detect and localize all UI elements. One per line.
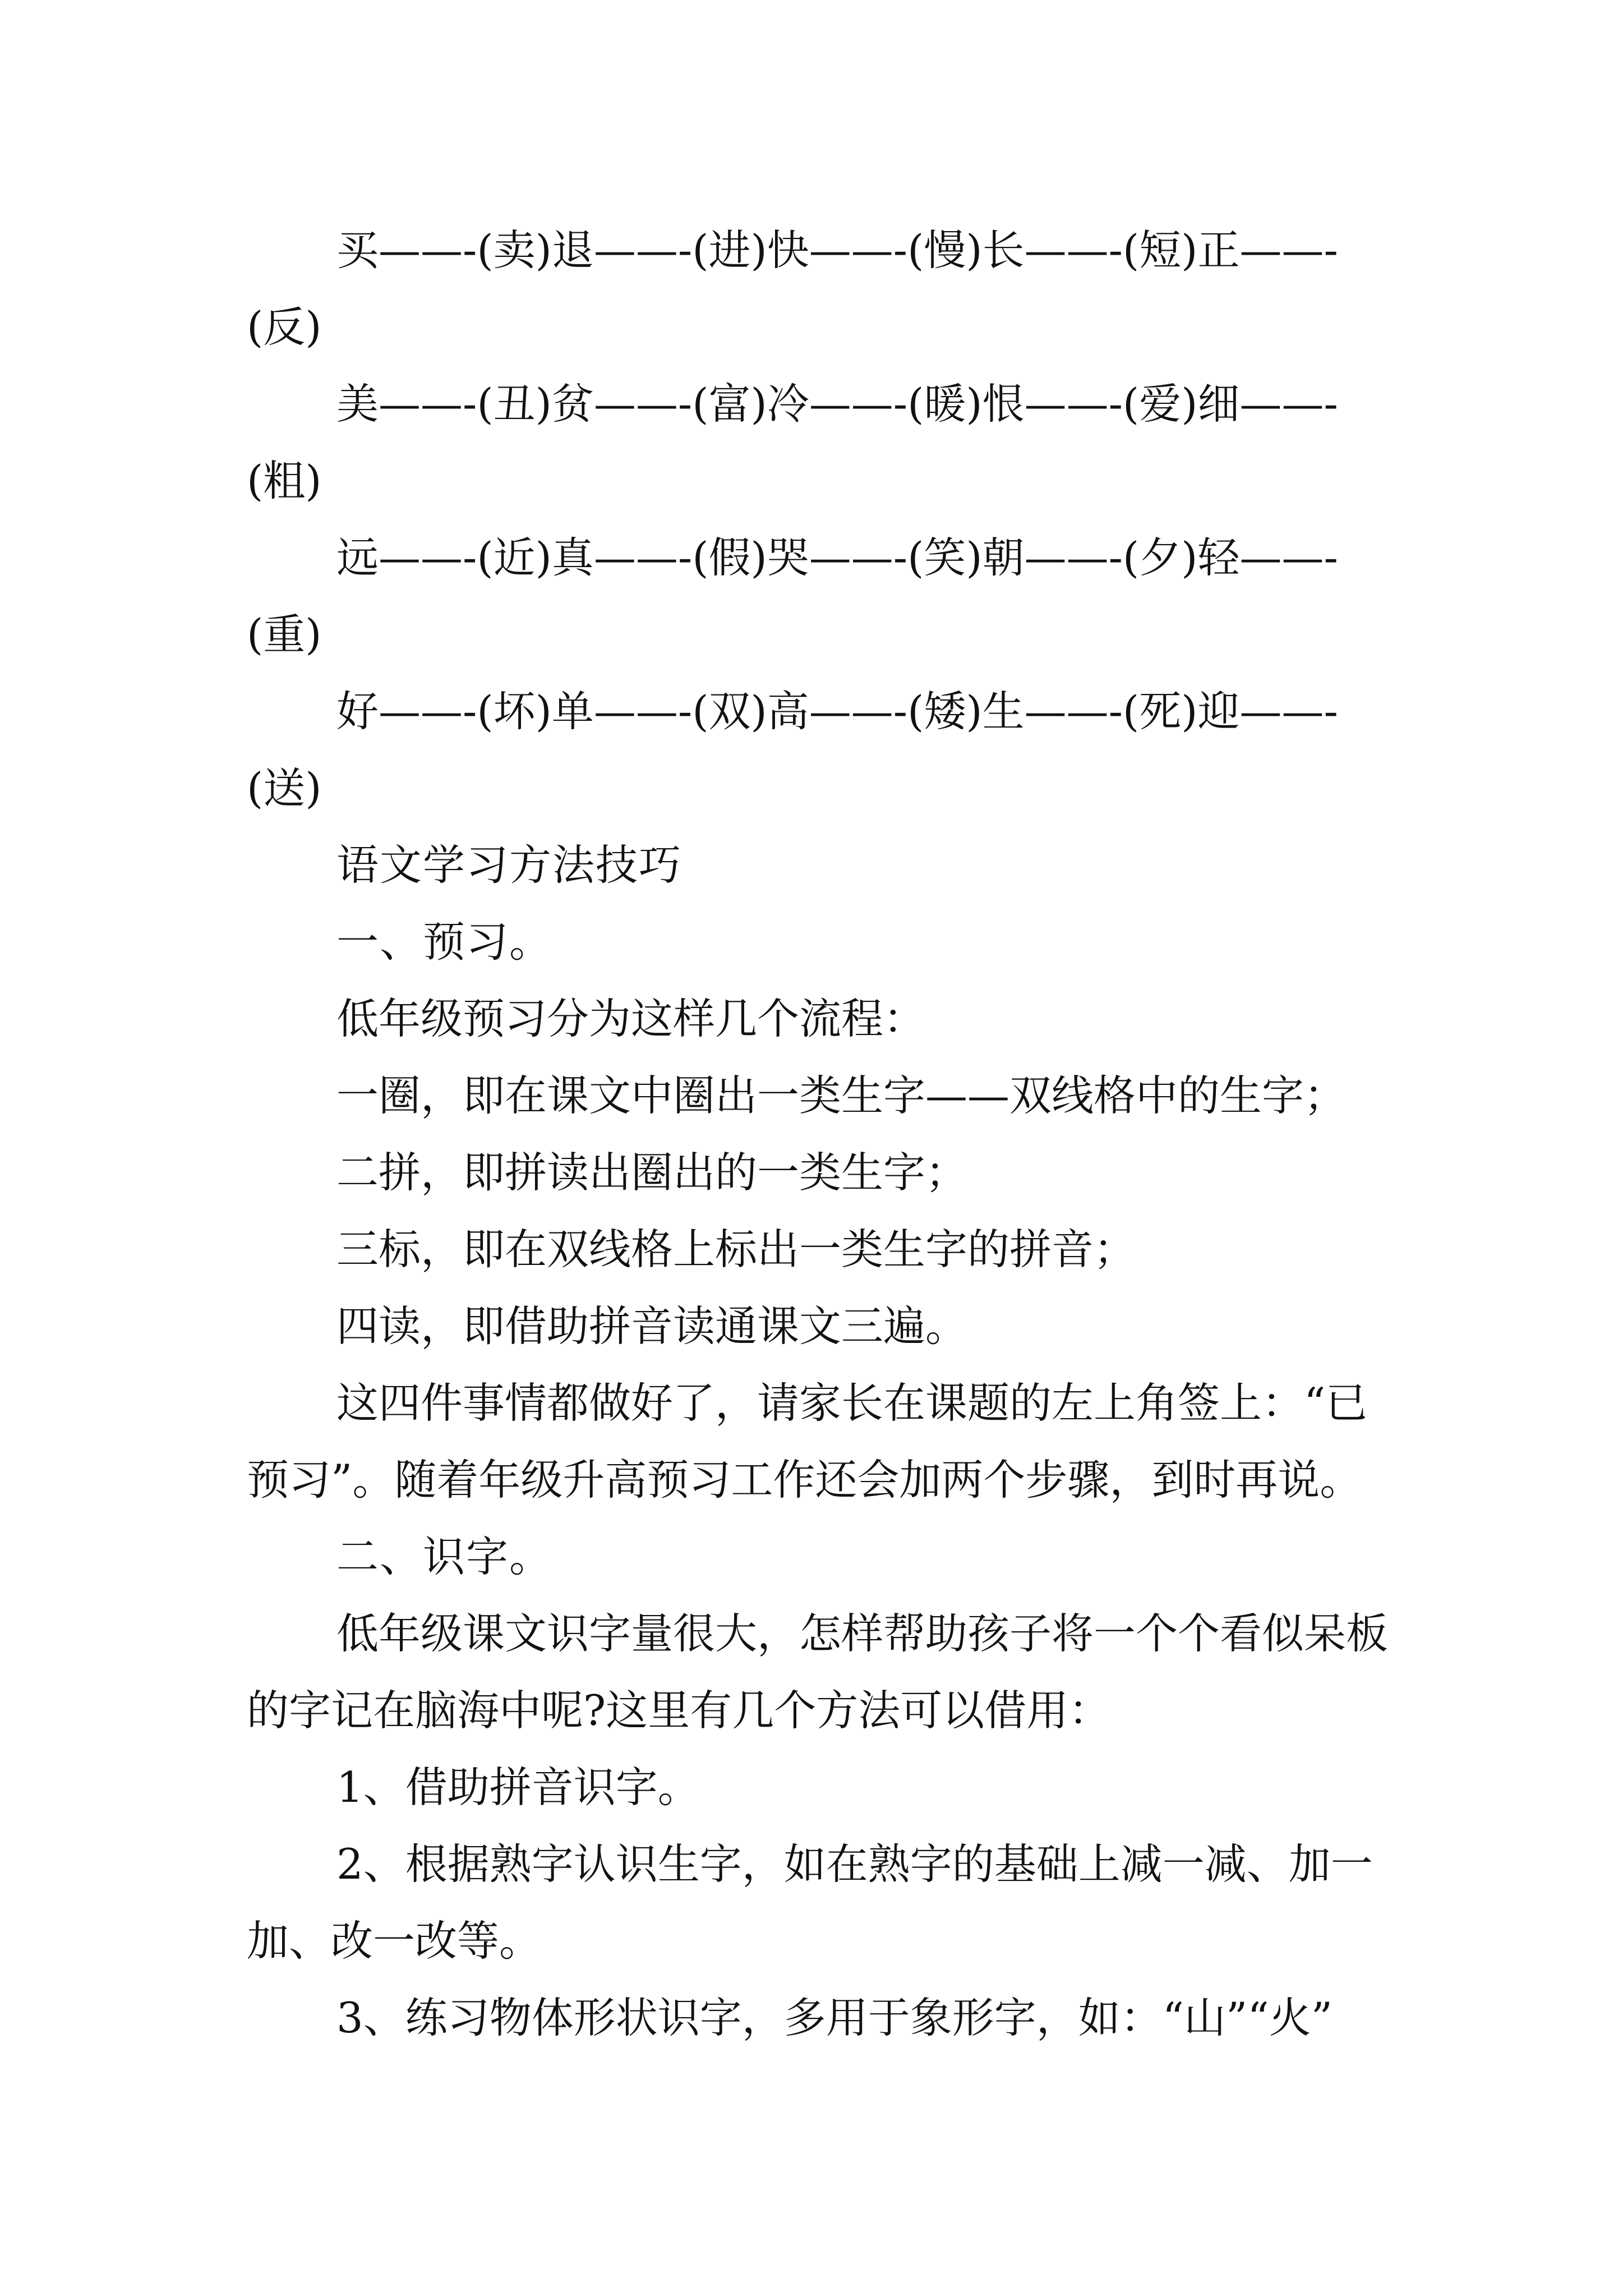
antonym-line: 远——-(近)真——-(假)哭——-(笑)朝——-(夕)轻——-(重) bbox=[247, 533, 1338, 659]
literacy-method: 2、根据熟字认识生字，如在熟字的基础上减一减、加一加、改一改等。 bbox=[247, 1839, 1373, 1966]
section-one-intro: 低年级预习分为这样几个流程： bbox=[336, 994, 926, 1043]
preview-step: 二拼，即拼读出圈出的一类生字； bbox=[336, 1148, 968, 1197]
section-title: 语文学习方法技巧 bbox=[336, 840, 683, 890]
section-one-heading: 一、预习。 bbox=[336, 917, 553, 967]
antonym-line: 美——-(丑)贫——-(富)冷——-(暖)恨——-(爱)细——-(粗) bbox=[247, 379, 1338, 505]
antonym-line: 买——-(卖)退——-(进)快——-(慢)长——-(短)正——-(反) bbox=[247, 226, 1338, 352]
section-two-heading: 二、识字。 bbox=[336, 1532, 553, 1581]
literacy-method: 1、借助拼音识字。 bbox=[336, 1763, 700, 1812]
literacy-method: 3、练习物体形状识字，多用于象形字，如：“山”“火” bbox=[336, 1993, 1333, 2042]
preview-step: 一圈，即在课文中圈出一类生字——双线格中的生字； bbox=[336, 1071, 1347, 1120]
preview-step: 三标，即在双线格上标出一类生字的拼音； bbox=[336, 1225, 1136, 1274]
section-one-note: 这四件事情都做好了，请家长在课题的左上角签上：“已预习”。随着年级升高预习工作还会加两个步骤，到时再说。 bbox=[247, 1378, 1368, 1504]
preview-step: 四读，即借助拼音读通课文三遍。 bbox=[336, 1301, 968, 1351]
section-two-intro: 低年级课文识字量很大，怎样帮助孩子将一个个看似呆板的字记在脑海中呢?这里有几个方法可以借用： bbox=[247, 1609, 1389, 1735]
document-body bbox=[247, 212, 1391, 2056]
antonym-line: 好——-(坏)单——-(双)高——-(矮)生——-(死)迎——-(送) bbox=[247, 687, 1338, 813]
